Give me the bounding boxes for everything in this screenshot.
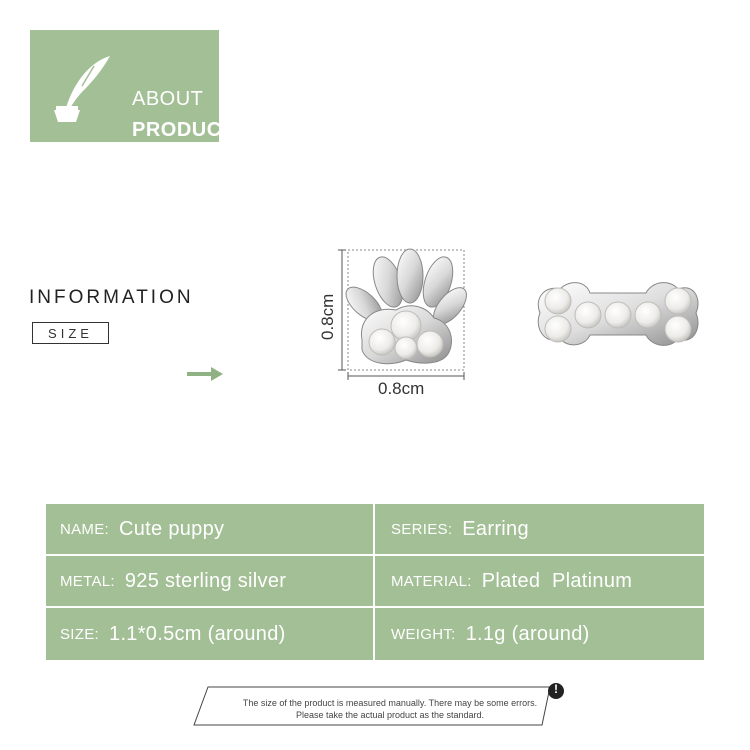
about-line2: PRODUCT — [132, 119, 235, 141]
spec-value: Cute puppy — [119, 517, 225, 540]
spec-cell-name — [46, 504, 375, 556]
paw-earring-image — [310, 240, 480, 400]
spec-cell-metal — [46, 556, 375, 608]
bone-earring-image — [530, 275, 705, 375]
arrow-right-icon — [187, 367, 223, 381]
about-divider — [70, 156, 205, 157]
warning-icon: ! — [554, 682, 558, 696]
spec-cell-size — [46, 608, 375, 660]
spec-label: WEIGHT: — [391, 625, 456, 643]
spec-value: Earring — [462, 517, 529, 540]
spec-label: NAME: — [60, 520, 110, 538]
spec-label: MATERIAL: — [391, 572, 472, 590]
note-line-2: Please take the actual product as the standard. — [295, 710, 485, 720]
spec-label: METAL: — [60, 572, 115, 590]
about-line1: ABOUT — [132, 88, 204, 110]
quill-ink-icon — [46, 48, 116, 128]
size-tag: SIZE — [32, 322, 109, 344]
spec-label: SERIES: — [391, 520, 453, 538]
spec-value: 1.1g (around) — [465, 622, 590, 645]
spec-cell-weight — [375, 608, 704, 660]
spec-label: SIZE: — [60, 625, 100, 643]
spec-value: Plated Platinum — [481, 569, 633, 592]
note-line-1: The size of the product is measured manually. There may be some errors. — [242, 698, 538, 708]
spec-cell-material — [375, 556, 704, 608]
height-dimension-label: 0.8cm — [318, 293, 337, 340]
width-dimension-label: 0.8cm — [378, 379, 425, 398]
spec-value: 1.1*0.5cm (around) — [109, 622, 286, 645]
information-title: INFORMATION — [29, 287, 194, 308]
spec-value: 925 sterling silver — [124, 569, 287, 592]
about-product-badge — [30, 30, 235, 142]
spec-cell-series — [375, 504, 704, 556]
spec-table — [46, 504, 704, 660]
